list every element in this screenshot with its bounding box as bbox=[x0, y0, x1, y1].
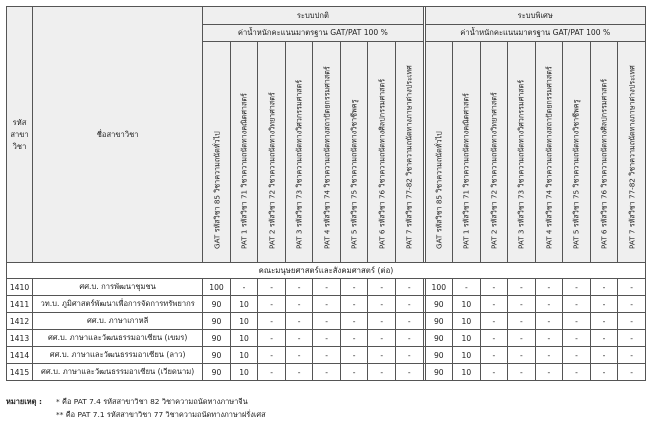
code-header: รหัส สาขา วิชา bbox=[7, 7, 33, 263]
special-weight-cell: - bbox=[535, 347, 563, 364]
regular-column-header bbox=[258, 42, 286, 263]
special-weight-cell: 90 bbox=[425, 347, 453, 364]
program-code: 1410 bbox=[7, 279, 33, 296]
regular-weight-cell: - bbox=[340, 364, 368, 381]
special-weight-cell: - bbox=[508, 364, 536, 381]
regular-weight-cell: - bbox=[285, 364, 313, 381]
regular-weight-cell: - bbox=[368, 347, 396, 364]
special-column-header bbox=[590, 42, 618, 263]
regular-column-header bbox=[285, 42, 313, 263]
special-weight-cell: - bbox=[508, 296, 536, 313]
regular-weight-cell: - bbox=[258, 364, 286, 381]
regular-weight-cell: 10 bbox=[230, 347, 258, 364]
regular-weight-cell: - bbox=[340, 296, 368, 313]
special-weight-cell: 90 bbox=[425, 313, 453, 330]
regular-weight-cell: 90 bbox=[203, 296, 231, 313]
special-weight-cell: - bbox=[480, 279, 508, 296]
program-name: ศศ.บ. การพัฒนาชุมชน bbox=[33, 279, 203, 296]
table-row bbox=[7, 330, 646, 347]
program-name: ศศ.บ. ภาษาและวัฒนธรรมอาเซียน (เวียดนาม) bbox=[33, 364, 203, 381]
special-weight-cell: 10 bbox=[453, 364, 481, 381]
regular-weight-cell: - bbox=[340, 347, 368, 364]
column-header-label: PAT 6 รหัสวิชา 76 วิชาความถนัดทางศิลปกรรมศาสตร์ bbox=[377, 78, 387, 249]
special-weight-cell: 90 bbox=[425, 364, 453, 381]
regular-weight-cell: - bbox=[313, 347, 341, 364]
special-weight-cell: 90 bbox=[425, 296, 453, 313]
special-weight-cell: - bbox=[535, 279, 563, 296]
table-row bbox=[7, 313, 646, 330]
column-header-label: PAT 5 รหัสวิชา 75 วิชาความถนัดทางวิชาชีพครู bbox=[349, 99, 359, 249]
special-weight-cell: - bbox=[590, 347, 618, 364]
program-name: วท.บ. ภูมิศาสตร์พัฒนาเพื่อการจัดการทรัพยากร bbox=[33, 296, 203, 313]
notes-label: หมายเหตุ : bbox=[6, 397, 42, 406]
regular-weight-cell: 10 bbox=[230, 296, 258, 313]
regular-weight-cell: 90 bbox=[203, 313, 231, 330]
special-column-header bbox=[480, 42, 508, 263]
column-header-label: PAT 2 รหัสวิชา 72 วิชาความถนัดทางวิทยาศาสตร์ bbox=[489, 92, 499, 249]
regular-column-header bbox=[230, 42, 258, 263]
special-weight-cell: 10 bbox=[453, 347, 481, 364]
column-header-label: PAT 1 รหัสวิชา 71 วิชาความถนัดทางคณิตศาสตร์ bbox=[461, 93, 471, 249]
regular-weight-cell: - bbox=[285, 330, 313, 347]
regular-weight-cell: - bbox=[230, 279, 258, 296]
special-weight-cell: 10 bbox=[453, 330, 481, 347]
column-header-label: PAT 3 รหัสวิชา 73 วิชาความถนัดทางวิศวกรรมศาสตร์ bbox=[294, 79, 304, 249]
section-title: คณะมนุษยศาสตร์และสังคมศาสตร์ (ต่อ) bbox=[7, 263, 646, 279]
special-weight-cell: - bbox=[590, 279, 618, 296]
note-line: * คือ PAT 7.4 รหัสสาขาวิชา 82 วิชาความถนัดทางภาษาจีน bbox=[56, 397, 248, 406]
regular-weight-cell: - bbox=[395, 364, 423, 381]
program-code: 1412 bbox=[7, 313, 33, 330]
program-name: ศศ.บ. ภาษาและวัฒนธรรมอาเซียน (เขมร) bbox=[33, 330, 203, 347]
table-row bbox=[7, 296, 646, 313]
special-weight-cell: - bbox=[563, 313, 591, 330]
special-weight-cell: - bbox=[480, 330, 508, 347]
special-weight-cell: - bbox=[535, 313, 563, 330]
special-weight-cell: - bbox=[508, 313, 536, 330]
special-weight-cell: - bbox=[563, 296, 591, 313]
special-weight-header: ค่าน้ำหนักคะแนนมาตรฐาน GAT/PAT 100 % bbox=[425, 25, 645, 42]
regular-weight-cell: - bbox=[368, 279, 396, 296]
regular-system-header: ระบบปกติ bbox=[203, 7, 423, 25]
special-weight-cell: - bbox=[590, 330, 618, 347]
special-weight-cell: - bbox=[508, 279, 536, 296]
name-header: ชื่อสาขาวิชา bbox=[33, 7, 203, 263]
special-weight-cell: 10 bbox=[453, 313, 481, 330]
regular-column-header bbox=[340, 42, 368, 263]
special-column-header bbox=[563, 42, 591, 263]
special-weight-cell: - bbox=[508, 347, 536, 364]
special-column-header bbox=[453, 42, 481, 263]
regular-weight-cell: - bbox=[313, 330, 341, 347]
program-name: ศศ.บ. ภาษาและวัฒนธรรมอาเซียน (ลาว) bbox=[33, 347, 203, 364]
regular-weight-cell: - bbox=[395, 279, 423, 296]
regular-weight-cell: - bbox=[313, 279, 341, 296]
table-row bbox=[7, 279, 646, 296]
regular-weight-cell: - bbox=[313, 364, 341, 381]
notes bbox=[6, 395, 266, 421]
regular-weight-cell: - bbox=[285, 313, 313, 330]
special-weight-cell: - bbox=[590, 313, 618, 330]
special-column-header bbox=[618, 42, 646, 263]
program-name: ศศ.บ. ภาษาเกาหลี bbox=[33, 313, 203, 330]
column-header-label: PAT 5 รหัสวิชา 75 วิชาความถนัดทางวิชาชีพครู bbox=[571, 99, 581, 249]
regular-weight-cell: - bbox=[395, 296, 423, 313]
regular-weight-cell: - bbox=[258, 330, 286, 347]
special-weight-cell: - bbox=[508, 330, 536, 347]
regular-weight-cell: - bbox=[395, 313, 423, 330]
column-header-label: PAT 4 รหัสวิชา 74 วิชาความถนัดทางสถาปัตยกรรมศาสตร์ bbox=[322, 66, 332, 249]
special-weight-cell: - bbox=[563, 330, 591, 347]
special-weight-cell: - bbox=[563, 279, 591, 296]
regular-weight-cell: 90 bbox=[203, 347, 231, 364]
program-code: 1415 bbox=[7, 364, 33, 381]
special-weight-cell: - bbox=[618, 347, 646, 364]
column-header-label: PAT 2 รหัสวิชา 72 วิชาความถนัดทางวิทยาศาสตร์ bbox=[267, 92, 277, 249]
regular-weight-cell: - bbox=[285, 347, 313, 364]
regular-weight-cell: 10 bbox=[230, 364, 258, 381]
special-weight-cell: 90 bbox=[425, 330, 453, 347]
special-weight-cell: 10 bbox=[453, 296, 481, 313]
special-column-header bbox=[535, 42, 563, 263]
regular-weight-cell: - bbox=[285, 296, 313, 313]
special-weight-cell: - bbox=[480, 313, 508, 330]
regular-weight-cell: - bbox=[258, 279, 286, 296]
regular-weight-cell: - bbox=[368, 364, 396, 381]
special-weight-cell: - bbox=[618, 364, 646, 381]
special-weight-cell: - bbox=[563, 347, 591, 364]
note-line: ** คือ PAT 7.1 รหัสสาขาวิชา 77 วิชาความถนัดทางภาษาฝรั่งเศส bbox=[56, 410, 266, 419]
special-weight-cell: - bbox=[618, 279, 646, 296]
special-weight-cell: - bbox=[480, 364, 508, 381]
regular-weight-cell: - bbox=[258, 296, 286, 313]
regular-weight-cell: 90 bbox=[203, 330, 231, 347]
regular-weight-cell: - bbox=[258, 347, 286, 364]
regular-weight-cell: - bbox=[285, 279, 313, 296]
admission-criteria-table bbox=[6, 6, 646, 381]
regular-weight-cell: - bbox=[368, 330, 396, 347]
regular-weight-cell: 10 bbox=[230, 313, 258, 330]
program-code: 1413 bbox=[7, 330, 33, 347]
column-header-label: GAT รหัสวิชา 85 วิชาความถนัดทั่วไป bbox=[212, 131, 222, 249]
regular-weight-cell: - bbox=[395, 330, 423, 347]
table-row bbox=[7, 364, 646, 381]
regular-weight-cell: - bbox=[368, 313, 396, 330]
regular-weight-cell: - bbox=[395, 347, 423, 364]
column-header-label: PAT 7 รหัสวิชา 77-82 วิชาความถนัดทางภาษาต่างประเทศ bbox=[627, 65, 637, 249]
special-weight-cell: - bbox=[480, 347, 508, 364]
column-header-label: PAT 6 รหัสวิชา 76 วิชาความถนัดทางศิลปกรรมศาสตร์ bbox=[599, 78, 609, 249]
special-system-header: ระบบพิเศษ bbox=[425, 7, 645, 25]
column-header-label: PAT 3 รหัสวิชา 73 วิชาความถนัดทางวิศวกรรมศาสตร์ bbox=[516, 79, 526, 249]
special-weight-cell: - bbox=[453, 279, 481, 296]
special-column-header bbox=[508, 42, 536, 263]
regular-weight-cell: - bbox=[340, 313, 368, 330]
special-weight-cell: 100 bbox=[425, 279, 453, 296]
regular-weight-header: ค่าน้ำหนักคะแนนมาตรฐาน GAT/PAT 100 % bbox=[203, 25, 423, 42]
program-code: 1411 bbox=[7, 296, 33, 313]
special-weight-cell: - bbox=[535, 364, 563, 381]
special-weight-cell: - bbox=[535, 296, 563, 313]
table-row bbox=[7, 347, 646, 364]
column-header-label: GAT รหัสวิชา 85 วิชาความถนัดทั่วไป bbox=[434, 131, 444, 249]
regular-weight-cell: - bbox=[313, 296, 341, 313]
special-weight-cell: - bbox=[535, 330, 563, 347]
special-weight-cell: - bbox=[618, 330, 646, 347]
regular-weight-cell: - bbox=[340, 330, 368, 347]
regular-weight-cell: - bbox=[258, 313, 286, 330]
special-weight-cell: - bbox=[590, 364, 618, 381]
regular-column-header bbox=[313, 42, 341, 263]
regular-weight-cell: - bbox=[340, 279, 368, 296]
special-weight-cell: - bbox=[563, 364, 591, 381]
regular-column-header bbox=[368, 42, 396, 263]
regular-column-header bbox=[203, 42, 231, 263]
regular-weight-cell: 10 bbox=[230, 330, 258, 347]
special-column-header bbox=[425, 42, 453, 263]
regular-weight-cell: 90 bbox=[203, 364, 231, 381]
special-weight-cell: - bbox=[618, 296, 646, 313]
regular-column-header bbox=[395, 42, 423, 263]
column-header-label: PAT 4 รหัสวิชา 74 วิชาความถนัดทางสถาปัตยกรรมศาสตร์ bbox=[544, 66, 554, 249]
regular-weight-cell: 100 bbox=[203, 279, 231, 296]
column-header-label: PAT 7 รหัสวิชา 77-82 วิชาความถนัดทางภาษาต่างประเทศ bbox=[404, 65, 414, 249]
regular-weight-cell: - bbox=[368, 296, 396, 313]
special-weight-cell: - bbox=[618, 313, 646, 330]
column-header-label: PAT 1 รหัสวิชา 71 วิชาความถนัดทางคณิตศาสตร์ bbox=[239, 93, 249, 249]
regular-weight-cell: - bbox=[313, 313, 341, 330]
special-weight-cell: - bbox=[590, 296, 618, 313]
program-code: 1414 bbox=[7, 347, 33, 364]
special-weight-cell: - bbox=[480, 296, 508, 313]
